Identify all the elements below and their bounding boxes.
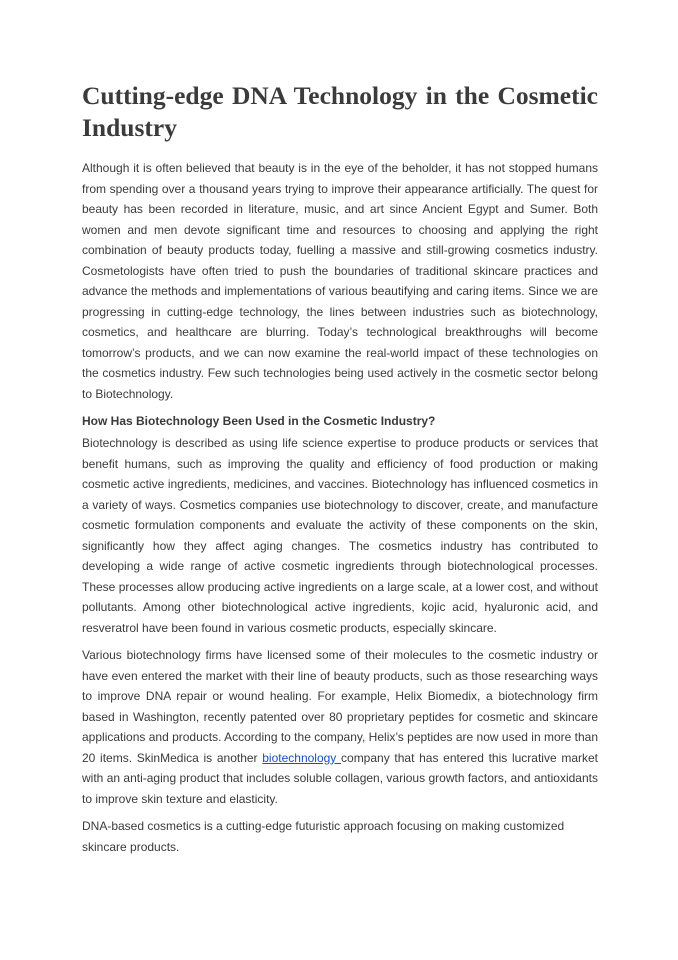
- biotechnology-link[interactable]: biotechnology: [262, 750, 342, 765]
- paragraph-text-after-link: company that has entered this lucrative market with an anti-aging product that includes soluble collagen, various growth factors, and antioxidants to improve skin texture and elasticity.: [82, 750, 599, 806]
- paragraph-text-before-link: Various biotechnology firms have licensed some of their molecules to the cosmetic industry or have even entered the market with their line of beauty products, such as those researching ways to improve DNA repair or wound healing. For example, Helix Biomedix, a biotechnology firm based in Washington, recently patented over 80 proprietary peptides for cosmetic and skincare applications and products. According to the company, Helix’s peptides are now used in more than 20 items. SkinMedica is another: [82, 648, 598, 765]
- article: [82, 80, 598, 857]
- biotech-definition-paragraph: Biotechnology is described as using life science expertise to produce products or services that benefit humans, such as improving the quality and efficiency of food production or making cosmetic active ingredients, medicines, and vaccines. Biotechnology has influenced cosmetics in a variety of ways. Cosmetics companies use biotechnology to discover, create, and manufacture cosmetic formulation components and evaluate the activity of these components on the skin, significantly how they affect aging changes. The cosmetics industry has contributed to developing a wide range of active cosmetic ingredients through biotechnological processes. These processes allow producing active ingredients on a large scale, at a lower cost, and without pollutants. Among other biotechnological active ingredients, kojic acid, hyaluronic acid, and resveratrol have been found in various cosmetic products, especially skincare.: [82, 436, 598, 635]
- section-heading: How Has Biotechnology Been Used in the Cosmetic Industry?: [82, 414, 436, 428]
- dna-cosmetics-paragraph: DNA-based cosmetics is a cutting-edge futuristic approach focusing on making customized skincare products.: [82, 819, 565, 854]
- page-title: Cutting-edge DNA Technology in the Cosmetic Industry: [82, 81, 598, 142]
- biotech-firms-paragraph: [82, 645, 598, 809]
- intro-paragraph: Although it is often believed that beauty is in the eye of the beholder, it has not stopped humans from spending over a thousand years trying to improve their appearance artificially. The quest for beauty has been recorded in literature, music, and art since Ancient Egypt and Sumer. Both women and men devote significant time and resources to choosing and applying the right combination of beauty products today, fuelling a massive and still-growing cosmetics industry. Cosmetologists have often tried to push the boundaries of traditional skincare practices and advance the methods and implementations of various beautifying and caring items. Since we are progressing in cutting-edge technology, the lines between industries such as biotechnology, cosmetics, and healthcare are blurring. Today’s technological breakthroughs will become tomorrow’s products, and we can now examine the real-world impact of these technologies on the cosmetics industry. Few such technologies being used actively in the cosmetic sector belong to Biotechnology.: [82, 161, 598, 401]
